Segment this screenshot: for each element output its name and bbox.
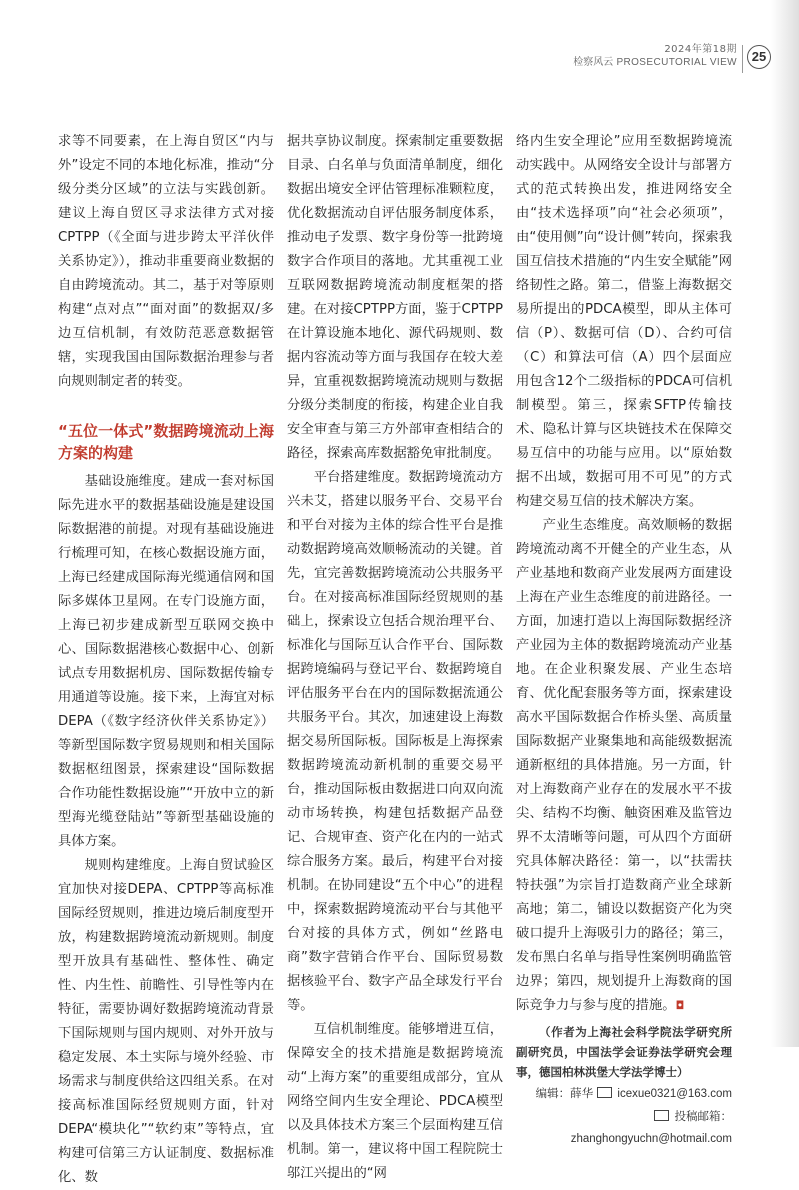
author-note: （作者为上海社会科学院法学研究所副研究员，中国法学会证券法学研究会理事，德国柏林洪堡大学法学博士） <box>516 1025 732 1079</box>
column-3 <box>516 130 732 1145</box>
issue-label: 2024年第18期 <box>664 44 737 55</box>
editor-label: 编辑：薛华 <box>535 1086 594 1100</box>
column-2 <box>287 130 503 1181</box>
header-divider <box>742 45 743 73</box>
envelope-icon <box>654 1110 669 1121</box>
paragraph: 规则构建维度。上海自贸试验区宜加快对接DEPA、CPTPP等高标准国际经贸规则，推进边境后制度型开放，构建数据跨境流动新规则。制度型开放具有基础性、整体性、确定性、内生性、前瞻性、引导性等内在特征，需要协调好数据跨境流动背景下国际规则与国内规则、对外开放与稳定发展、本土实际与境外经验、市场需求与制度供给这四组关系。在对接高标准国际经贸规则方面，针对DEPA“模块化”“软约束”等特点，宜构建可信第三方认证制度、数据标准化、数 <box>58 858 274 1185</box>
paragraph <box>516 514 732 1018</box>
editor-email[interactable]: icexue0321@163.com <box>617 1088 732 1100</box>
submit-label: 投稿邮箱： <box>674 1109 732 1123</box>
section-en: PROSECUTORIAL VIEW <box>616 57 737 68</box>
envelope-icon <box>597 1087 612 1098</box>
end-mark-icon: ◘ <box>675 999 685 1012</box>
section-label <box>573 56 737 70</box>
page-number: 25 <box>747 45 771 69</box>
paragraph: 求等不同要素，在上海自贸区“内与外”设定不同的本地化标准，推动“分级分类分区域”的立法与实践创新。建议上海自贸区寻求法律方式对接CPTPP（《全面与进步跨太平洋伙伴关系协定》），推动非重要商业数据的自由跨境流动。其二，基于对等原则构建“点对点”“面对面”的数据双/多边互信机制，有效防范恶意数据管辖，实现我国由国际数据治理参与者向规则制定者的转变。 <box>58 134 274 389</box>
column-1 <box>58 130 274 1185</box>
paragraph: 基础设施维度。建成一套对标国际先进水平的数据基础设施是建设国际数据港的前提。对现有基础设施进行梳理可知，在核心数据设施方面，上海已经建成国际海光缆通信网和国际多媒体卫星网。在专门设施方面，上海已初步建成新型互联网交换中心、国际数据港核心数据中心、创新试点专用数据机房、国际数据传输专用通道等设施。接下来，上海宜对标DEPA（《数字经济伙伴关系协定》）等新型国际数字贸易规则和相关国际数据枢纽图景，探索建设“国际数据合作功能性数据设施”“开放中立的新型海光缆登陆站”等新型基础设施的具体方案。 <box>58 474 274 849</box>
paragraph: 据共享协议制度。探索制定重要数据目录、白名单与负面清单制度，细化数据出境安全评估管理标准颗粒度，优化数据流动自评估服务制度体系，推动电子发票、数字身份等一批跨境数字合作项目的落地。尤其重视工业互联网数据跨境流动制度框架的搭建。在对接CPTPP方面，鉴于CPTPP在计算设施本地化、源代码规则、数据内容流动等方面与我国存在较大差异，宜重视数据跨境流动规则与数据分级分类制度的衔接，构建企业自我安全审查与第三方外部审查相结合的路径，探索高库数据豁免审批制度。 <box>287 134 503 461</box>
submission-credit <box>516 1105 732 1150</box>
page-fold-shadow <box>771 0 799 1047</box>
running-header <box>573 43 737 70</box>
paragraph: 平台搭建维度。数据跨境流动方兴未艾，搭建以服务平台、交易平台和平台对接为主体的综合性平台是推动数据跨境高效顺畅流动的关键。首先，宜完善数据跨境流动公共服务平台。在对接高标准国际经贸规则的基础上，探索设立包括合规治理平台、标准化与国际互认合作平台、国际数据跨境编码与登记平台、数据跨境自评估服务平台在内的国际数据流通公共服务平台。其次，加速建设上海数据交易所国际板。国际板是上海探索数据跨境流动新机制的重要交易平台，推动国际板由数据进口向双向流动市场转换，构建包括数据产品登记、合规审查、资产化在内的一站式综合服务方案。最后，构建平台对接机制。在协同建设“五个中心”的进程中，探索数据跨境流动平台与其他平台对接的具体方式，例如“丝路电商”数字营销合作平台、国际贸易数据核验平台、数字产品全球发行平台等。 <box>287 470 503 1013</box>
paragraph-text: 产业生态维度。高效顺畅的数据跨境流动离不开健全的产业生态，从产业基地和数商产业发展两方面建设上海在产业生态维度的前进路径。一方面，加速打造以上海国际数据经济产业园为主体的数据跨境流动产业基地。在企业积聚发展、产业生态培育、优化配套服务等方面，探索建设高水平国际数据合作桥头堡、高质量国际数据产业聚集地和高能级数据流通新枢纽的具体措施。另一方面，针对上海数商产业存在的发展水平不拔尖、结构不均衡、触资困难及监管边界不太清晰等问题，可从四个方面研究具体解决路径：第一，以“扶需扶特扶强”为宗旨打造数商产业全球新高地；第二，铺设以数据资产化为突破口提升上海吸引力的路径；第三，发布黑白名单与指导性案例明确监管边界；第四，规划提升上海数商的国际竞争力与参与度的措施。 <box>516 518 732 1013</box>
paragraph: 络内生安全理论”应用至数据跨境流动实践中。从网络安全设计与部署方式的范式转换出发，推进网络安全由“技术选择项”向“社会必须项”，由“使用侧”向“设计侧”转向，探索我国互信技术措施的“内生安全赋能”网络韧性之路。第二，借鉴上海数据交易所提出的PDCA模型，即从主体可信（P）、数据可信（D）、合约可信（C）和算法可信（A）四个层面应用包含12个二级指标的PDCA可信机制模型。第三，探索SFTP传输技术、隐私计算与区块链技术在保障交易互信中的功能与应用。以“原始数据不出域，数据可用不可见”的方式构建交易互信的技术解决方案。 <box>516 134 732 509</box>
paragraph: 互信机制维度。能够增进互信，保障安全的技术措施是数据跨境流动“上海方案”的重要组成部分，宜从网络空间内生安全理论、PDCA模型以及具体技术方案三个层面构建互信机制。第一，建议将中国工程院院士邬江兴提出的“网 <box>287 1022 503 1181</box>
submit-email[interactable]: zhanghongyuchn@hotmail.com <box>570 1133 732 1145</box>
section-cn: 检察风云 <box>573 57 614 68</box>
editor-credit <box>516 1082 732 1105</box>
section-heading: “五位一体式”数据跨境流动上海方案的构建 <box>58 422 274 462</box>
